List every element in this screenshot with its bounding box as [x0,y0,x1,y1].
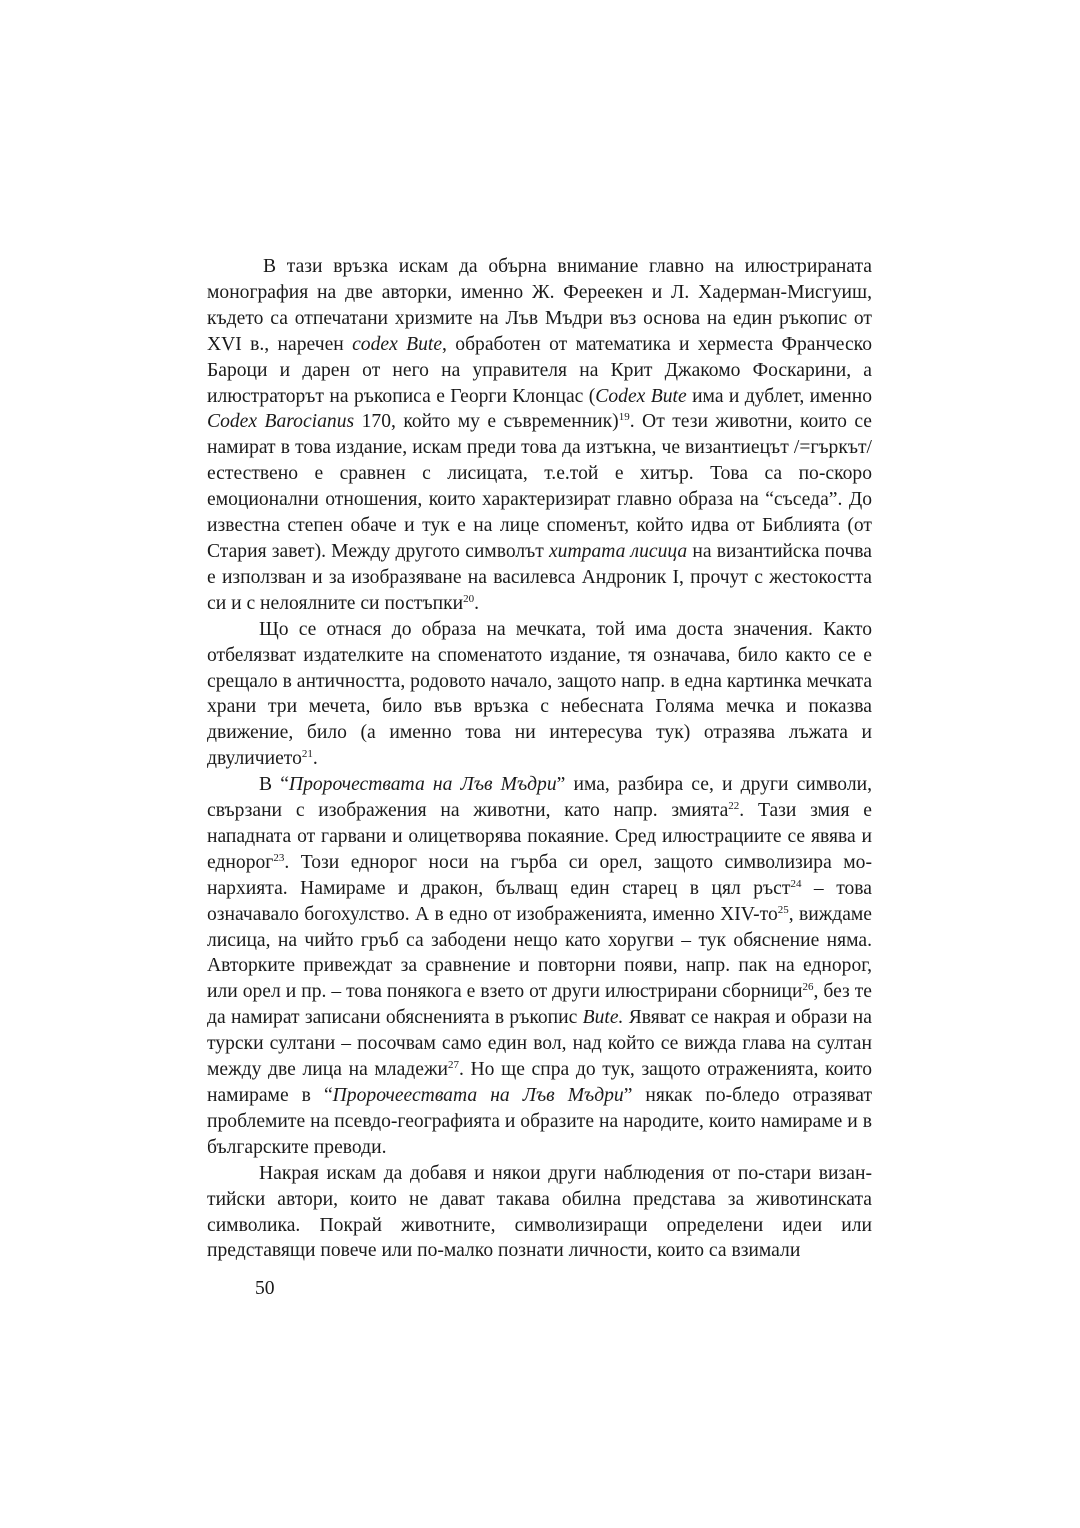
text-run: В “ [259,774,289,796]
footnote-ref: 21 [301,748,313,761]
footnote-ref: 23 [273,851,285,864]
text-run: . Тази змия е нападната от гарвани и олицетворява покаяние. Сред илюстрациите се явява и еднорог [207,800,872,873]
text-run: , обработен от математика и херместа Франческо Бароци и дарен от него на управителя на Крит Джакомо Фоскарини, а илюстраторът на ръкописа е Георги Клонцас ( [207,333,872,407]
italic-text: хитрата лисица [548,540,688,562]
text-run: Накрая искам да добавя и някои други наблюдения от по-стари византийски автори, които не дават такава обилна представа за животинската символика. Покрай животните, символизиращи определени идеи или представящи повече или по-малко познати личности, които са взимали [207,1162,872,1262]
text-run: , виждаме лисица, на чийто гръб са забодени нещо като хоругви – тук обяснение няма. Авторките привеждат за сравнение и повторни появи, напр. пак на еднорог, или орел и пр. – това понякога е взето от други илюстрирани сборници [207,903,872,1003]
footnote-ref: 20 [463,592,475,605]
text-run: . [312,748,318,770]
italic-text: Codex Barocianus [207,411,355,433]
footnote-ref: 27 [447,1059,459,1072]
footnote-ref: 22 [728,800,740,813]
page-number: 50 [255,1278,275,1299]
paragraph [207,617,872,772]
paragraph [207,772,872,1161]
footnote-ref: 26 [802,981,814,994]
text-run: В тази връзка искам да обърна внимание главно на илюстрираната монография на две авторки, именно Ж. Фереекен и Л. Хадерман-Мисгуиш, където са отпечатани хризмите на Лъв Мъдри въз основа на един ръкопис от XVI в., наречен [207,256,872,355]
text-run: – това означавало богохулство. А в едно от изображенията, именно XIV-то [207,877,872,925]
text-run: ” някак по-бледо отразяват проблемите на псевдо-географията и образите на народите, които намираме и в българските преводи. [207,1085,873,1158]
footnote-ref: 24 [790,877,802,890]
italic-text: codex Bute [352,333,443,355]
footnote-ref: 25 [777,903,789,916]
footnote-ref: 19 [618,411,630,424]
italic-text: Codex Bute [595,385,687,407]
text-run: . От тези животни, които се намират в това издание, искам преди това да изтъкна, че византиецът /=гъркът/ естествено е сравнен с лисицата, т.е.той е хитър. Това са по-скоро емоционални отношения, които характеризират главно образа на “съседа”. До известна степен обаче и тук е на лице споменът, който идва от Библията (от Стария завет). Между другото символът [207,411,872,562]
text-run: . Но ще спра до тук, защото отраженията, които намираме в “ [207,1059,872,1106]
italic-text: Bute. [582,1007,624,1029]
paragraph [207,254,872,617]
text-run: има и дублет, именно [686,385,872,407]
text-run: . Този еднорог носи на гърба си орел, защото символизира монархията. Намираме и дракон, бълващ един старец в цял ръст [207,851,872,899]
text-run: ” има, разбира се, и други символи, свързани с изображения на животни, като напр. змията [207,774,872,822]
text-run: на византийска почва е използван и за изобразяване на василевса Андроник I, прочут с жестокостта си и с нелоялните си постъпки [207,540,872,614]
text-run: . [474,592,480,614]
text-run: , без те да намират записани обясненията в ръкопис [207,981,872,1029]
paragraph [207,1161,872,1265]
body-text [207,254,872,1264]
italic-text: Пророчествата на Лъв Мъдри [288,774,557,796]
italic-text: Пророчеествата на Лъв Мъдри [332,1085,624,1106]
text-run: 170, който му е съвременник) [354,411,619,433]
text-run: Що се отнася до образа на мечката, той има доста значения. Както отбелязват издателките на споменатото издание, тя означава, било както се е срещало в античността, родовото начало, защото напр. в една картинка мечката храни три мечета, било във връзка с небесната Голяма мечка и показва движение, било (а именно това ни интересува тук) отразява лъжата и двуличието [207,618,873,770]
text-run: Явяват се накрая и образи на турски султани – посочвам само един вол, над който се вижда глава на султан между две лица на младежи [207,1007,872,1081]
